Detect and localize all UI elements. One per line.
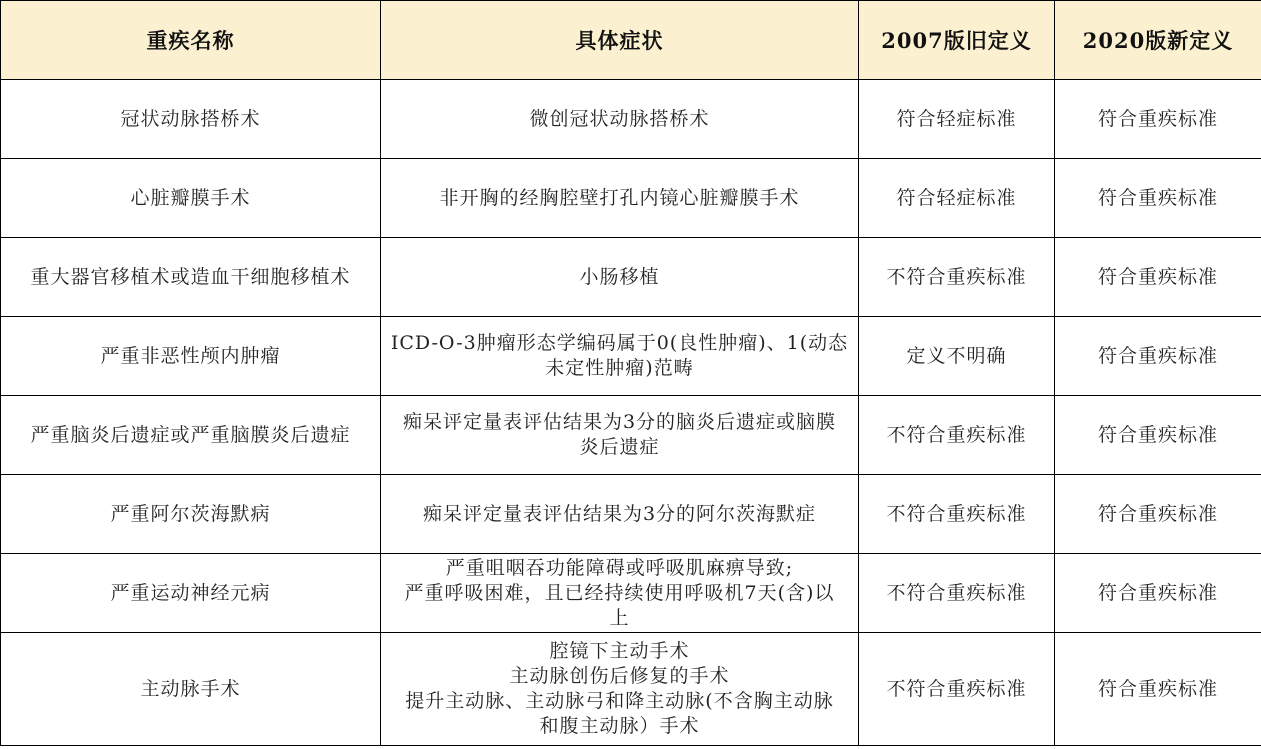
symptom-line: 上: [609, 606, 630, 629]
new-definition-cell: 符合重疾标准: [1055, 159, 1261, 238]
table-row: [1, 633, 1261, 746]
table-row: [1, 317, 1261, 396]
new-definition-cell: 符合重疾标准: [1055, 317, 1261, 396]
disease-name-cell: 严重阿尔茨海默病: [1, 475, 381, 554]
disease-name-cell: 严重脑炎后遗症或严重脑膜炎后遗症: [1, 396, 381, 475]
symptom-line: 非开胸的经胸腔壁打孔内镜心脏瓣膜手术: [439, 186, 800, 209]
header-row: [1, 1, 1261, 80]
old-definition-cell: 不符合重疾标准: [859, 633, 1055, 746]
new-definition-cell: 符合重疾标准: [1055, 475, 1261, 554]
symptom-line: 严重咀咽吞功能障碍或呼吸肌麻痹导致;: [445, 556, 794, 579]
symptom-cell: [381, 238, 859, 317]
header-2020-definition: 2020版新定义: [1055, 1, 1261, 80]
symptom-cell: [381, 633, 859, 746]
symptom-cell: [381, 396, 859, 475]
table-row: [1, 80, 1261, 159]
new-definition-cell: 符合重疾标准: [1055, 80, 1261, 159]
new-definition-cell: 符合重疾标准: [1055, 396, 1261, 475]
disease-name-cell: 冠状动脉搭桥术: [1, 80, 381, 159]
symptom-line: 微创冠状动脉搭桥术: [529, 107, 710, 130]
new-definition-cell: 符合重疾标准: [1055, 633, 1261, 746]
table-row: [1, 396, 1261, 475]
disease-name-cell: 主动脉手术: [1, 633, 381, 746]
table-row: [1, 475, 1261, 554]
symptom-cell: [381, 554, 859, 633]
symptom-line: 腔镜下主动手术: [549, 640, 690, 662]
symptom-line: 痴呆评定量表评估结果为3分的阿尔茨海默症: [422, 502, 817, 525]
symptom-cell: [381, 80, 859, 159]
new-definition-cell: 符合重疾标准: [1055, 554, 1261, 633]
symptom-line: 炎后遗症: [579, 436, 660, 458]
symptom-line: 主动脉创伤后修复的手术: [509, 665, 730, 687]
old-definition-cell: 符合轻症标准: [859, 159, 1055, 238]
header-2007-definition: 2007版旧定义: [859, 1, 1055, 80]
old-definition-cell: 不符合重疾标准: [859, 554, 1055, 633]
table-row: [1, 159, 1261, 238]
header-disease-name: 重疾名称: [1, 1, 381, 80]
symptom-cell: [381, 159, 859, 238]
old-definition-cell: 符合轻症标准: [859, 80, 1055, 159]
symptom-line: 小肠移植: [579, 265, 660, 288]
disease-name-cell: 严重运动神经元病: [1, 554, 381, 633]
symptom-line: 痴呆评定量表评估结果为3分的脑炎后遗症或脑膜: [402, 411, 837, 433]
symptom-line: ICD-O-3肿瘤形态学编码属于0(良性肿瘤)、1(动态: [390, 332, 849, 354]
header-symptoms: 具体症状: [381, 1, 859, 80]
table-row: [1, 554, 1261, 633]
new-definition-cell: 符合重疾标准: [1055, 238, 1261, 317]
symptom-cell: [381, 317, 859, 396]
symptom-cell: [381, 475, 859, 554]
disease-name-cell: 严重非恶性颅内肿瘤: [1, 317, 381, 396]
symptom-line: 严重呼吸困难，且已经持续使用呼吸机7天(含)以: [404, 581, 835, 604]
symptom-line: 未定性肿瘤)范畴: [545, 357, 694, 379]
old-definition-cell: 不符合重疾标准: [859, 475, 1055, 554]
disease-name-cell: 重大器官移植术或造血干细胞移植术: [1, 238, 381, 317]
old-definition-cell: 定义不明确: [859, 317, 1055, 396]
old-definition-cell: 不符合重疾标准: [859, 396, 1055, 475]
disease-name-cell: 心脏瓣膜手术: [1, 159, 381, 238]
table-row: [1, 238, 1261, 317]
old-definition-cell: 不符合重疾标准: [859, 238, 1055, 317]
symptom-line: 和腹主动脉）手术: [539, 715, 700, 737]
symptom-line: 提升主动脉、主动脉弓和降主动脉(不含胸主动脉: [405, 690, 834, 712]
